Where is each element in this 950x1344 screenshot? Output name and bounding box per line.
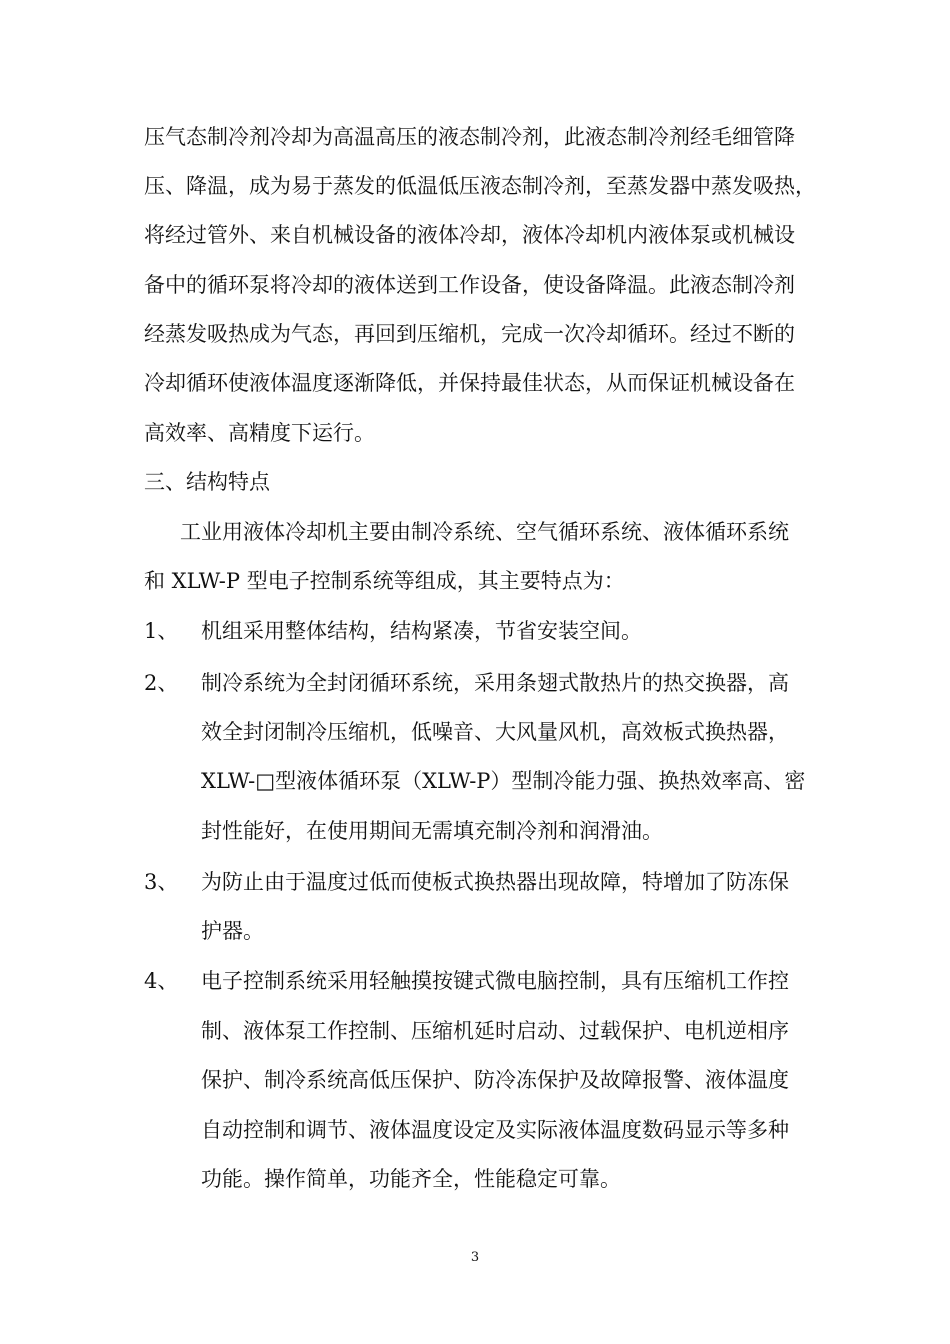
item-line: 封性能好，在使用期间无需填充制冷剂和润滑油。 [201, 819, 663, 843]
intro-line: 备中的循环泵将冷却的液体送到工作设备，使设备降温。此液态制冷剂 [144, 273, 795, 297]
item-number: 1、 [144, 619, 179, 643]
item-number: 2、 [144, 671, 179, 695]
item-number: 3、 [144, 870, 179, 894]
intro-line: 压、降温，成为易于蒸发的低温低压液态制冷剂，至蒸发器中蒸发吸热， [144, 174, 816, 198]
page-number: 3 [470, 1250, 480, 1265]
section-intro-line: 工业用液体冷却机主要由制冷系统、空气循环系统、液体循环系统 [180, 520, 789, 544]
section-intro-line: 和 XLW-P 型电子控制系统等组成，其主要特点为： [144, 569, 625, 593]
item-line: 效全封闭制冷压缩机，低噪音、大风量风机，高效板式换热器， [201, 720, 789, 744]
intro-line: 经蒸发吸热成为气态，再回到压缩机，完成一次冷却循环。经过不断的 [144, 322, 795, 346]
intro-line: 高效率、高精度下运行。 [144, 421, 375, 445]
item-number: 4、 [144, 969, 179, 993]
item-line: 自动控制和调节、液体温度设定及实际液体温度数码显示等多种 [201, 1118, 789, 1142]
item-line: 保护、制冷系统高低压保护、防冷冻保护及故障报警、液体温度 [201, 1068, 789, 1092]
item-line: 制、液体泵工作控制、压缩机延时启动、过载保护、电机逆相序 [201, 1019, 789, 1043]
item-line: 护器。 [201, 919, 264, 943]
intro-line: 冷却循环使液体温度逐渐降低，并保持最佳状态，从而保证机械设备在 [144, 371, 795, 395]
item-line: 功能。操作简单，功能齐全，性能稳定可靠。 [201, 1167, 621, 1191]
item-line: 电子控制系统采用轻触摸按键式微电脑控制，具有压缩机工作控 [201, 969, 789, 993]
intro-line: 压气态制冷剂冷却为高温高压的液态制冷剂，此液态制冷剂经毛细管降 [144, 125, 795, 149]
item-line: 制冷系统为全封闭循环系统，采用条翅式散热片的热交换器，高 [201, 671, 789, 695]
item-line: 机组采用整体结构，结构紧凑，节省安装空间。 [201, 619, 642, 643]
item-line: XLW-□型液体循环泵（XLW-P）型制冷能力强、换热效率高、密 [201, 769, 806, 793]
intro-line: 将经过管外、来自机械设备的液体冷却，液体冷却机内液体泵或机械设 [144, 223, 795, 247]
section-heading: 三、结构特点 [144, 470, 270, 494]
item-line: 为防止由于温度过低而使板式换热器出现故障，特增加了防冻保 [201, 870, 789, 894]
